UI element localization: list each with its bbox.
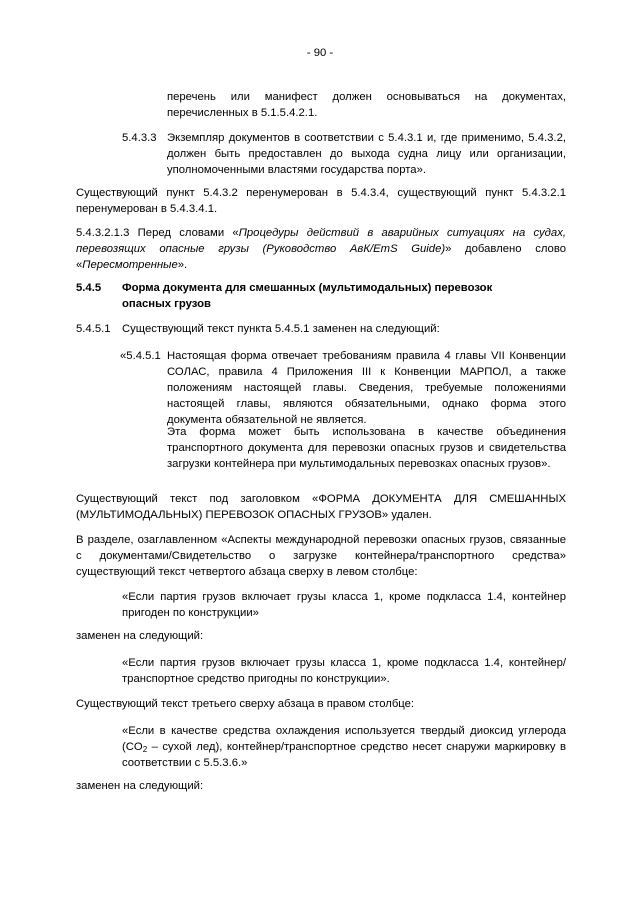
quoted-old-text-dry-ice: «Если в качестве средства охлаждения используется твердый диоксид углерода ($CO_2$ – сухой лед), контейнер/транспортное средство несет снаружи маркировку в соответствии с 5.5.3.6.» [122, 725, 566, 769]
section-heading: Форма документа для смешанных (мультимодальных) перевозок опасных грузов [122, 282, 493, 310]
subscript-2: 2 [142, 745, 148, 754]
paragraph-5-4-3-3: Экземпляр документов в соответствии с 5.4.3.1 и, где применимо, 5.4.3.2, должен быть предоставлен до выхода судна лицу или организации, уполномоченными властями государства порта». [167, 132, 566, 176]
paragraph-deleted-text: Существующий текст под заголовком «ФОРМА ДОКУМЕНТА ДЛЯ СМЕШАННЫХ (МУЛЬТИМОДАЛЬНЫХ) ПЕРЕВОЗОК ОПАСНЫХ ГРУЗОВ» удален. [76, 493, 566, 521]
quoted-new-text-class-1: «Если партия грузов включает грузы класса 1, кроме подкласса 1.4, контейнер/транспортное средство пригодны по конструкции». [122, 657, 566, 685]
paragraph-5-4-3-2-1-3: 5.4.3.2.1.3 Перед словами «Процедуры действий в аварийных ситуациях на судах, перевозящих опасные грузы (Руководство АвК/EmS Guide)» добавлено слово «Пересмотренные». [76, 227, 567, 271]
section-number-5-4-5: 5.4.5 [76, 282, 102, 294]
quoted-paragraph-5-4-5-1: Настоящая форма отвечает требованиям правила 4 главы VII Конвенции СОЛАС, правила 4 Приложения III к Конвенции МАРПОЛ, а также положениям настоящей главы. Сведения, требуемые положениями настоящей главы, являются обязательными, однако форма этого документа обязательной не является. [167, 350, 566, 426]
paragraph-third-abzac: Существующий текст третьего сверху абзаца в правом столбце: [76, 698, 415, 710]
paragraph-renumbering-note: Существующий пункт 5.4.3.2 перенумерован в 5.4.3.4, существующий пункт 5.4.3.2.1 перенумерован в 5.4.3.4.1. [76, 187, 566, 215]
paragraph-replaced-by-2: заменен на следующий: [76, 780, 204, 792]
paragraph-number-5-4-5-1: 5.4.5.1 [76, 323, 111, 335]
paragraph-number-5-4-3-3: 5.4.3.3 [122, 132, 157, 144]
quoted-old-text-class-1: «Если партия грузов включает грузы класса 1, кроме подкласса 1.4, контейнер пригоден по конструкции» [122, 591, 566, 619]
paragraph-replaced-by: заменен на следующий: [76, 630, 204, 642]
quoted-paragraph-number: «5.4.5.1 [120, 350, 161, 362]
paragraph-list-continuation: перечень или манифест должен основываться на документах, перечисленных в 5.1.5.4.2.1. [167, 91, 566, 119]
paragraph-section-aspects: В разделе, озаглавленном «Аспекты международной перевозки опасных грузов, связанные с документами/Свидетельство о загрузке контейнера/транспортного средства» существующий текст четвертого абзаца сверху в левом столбце: [76, 534, 566, 578]
paragraph-5-4-5-1-intro: Существующий текст пункта 5.4.5.1 заменен на следующий: [122, 323, 440, 335]
quoted-paragraph-form-usage: Эта форма может быть использована в качестве объединения транспортного документа для перевозки опасных грузов и свидетельства загрузки контейнера при мультимодальных перевозках опасных грузов». [167, 426, 566, 470]
page-number: - 90 - [306, 47, 334, 59]
